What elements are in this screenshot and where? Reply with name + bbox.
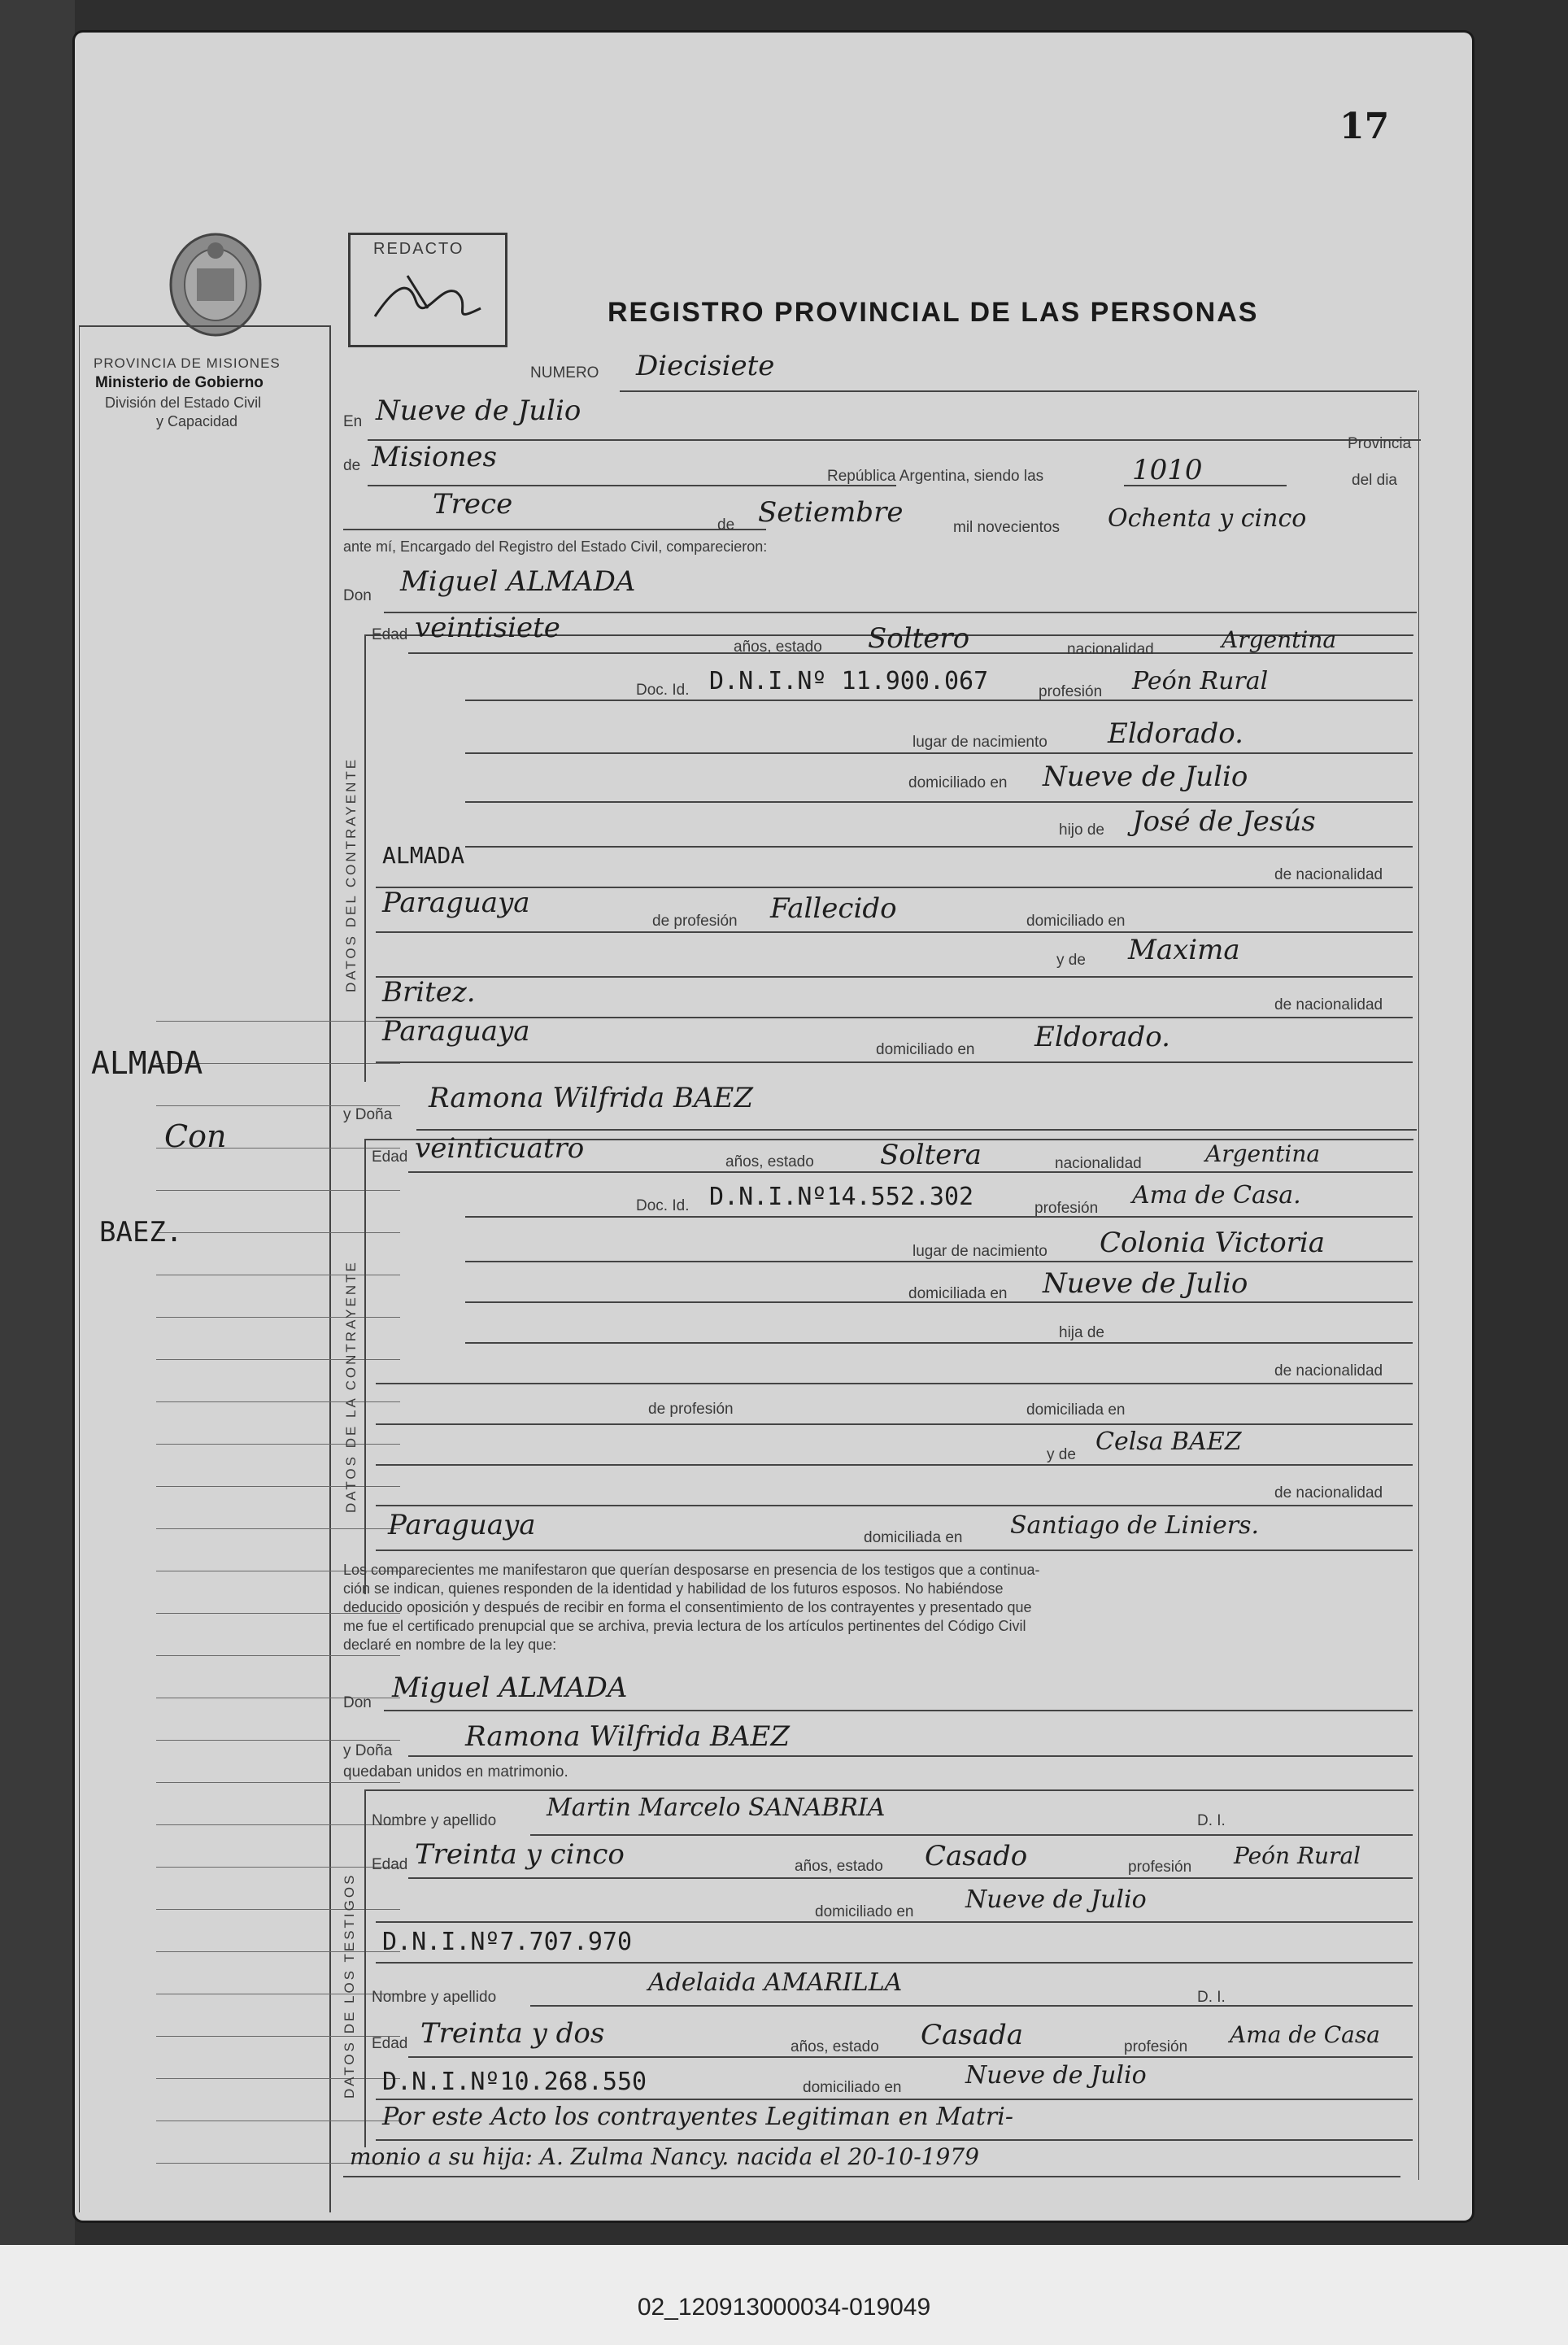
groom-madre-dom-label: domiciliado en — [876, 1041, 975, 1058]
margin-rule-line — [156, 1021, 400, 1022]
bride-name: Ramona Wilfrida BAEZ — [429, 1082, 753, 1114]
document-title: REGISTRO PROVINCIAL DE LAS PERSONAS — [608, 297, 1259, 328]
provincia-label: Provincia — [1348, 435, 1412, 452]
w2-estado: Casada — [921, 2019, 1024, 2051]
groom-domicilio: Nueve de Julio — [1043, 761, 1248, 793]
bride-section-label: DATOS DE LA CONTRAYENTE — [343, 1260, 359, 1513]
w2-prof: Ama de Casa — [1230, 2021, 1380, 2048]
w2-doc: D.N.I.Nº10.268.550 — [382, 2068, 647, 2096]
bride-hija-label: hija de — [1059, 1324, 1104, 1341]
decl-don-label: Don — [343, 1694, 372, 1711]
declaration-line-2: ción se indican, quienes responden de la identidad y habilidad de los futuros esposos. No habiéndose — [343, 1580, 1004, 1597]
decl-bride: Ramona Wilfrida BAEZ — [465, 1720, 790, 1753]
margin-rule-line — [156, 1444, 400, 1445]
groom-hijo-label: hijo de — [1059, 822, 1104, 839]
hora-value: 1010 — [1132, 454, 1203, 486]
margin-note-line3: BAEZ. — [99, 1216, 183, 1249]
groom-dom2-label: domiciliado en — [1026, 913, 1126, 930]
numero-label: NUMERO — [530, 364, 599, 381]
bride-dona-label: y Doña — [343, 1106, 393, 1123]
w1-dom-label: domiciliado en — [815, 1903, 914, 1920]
bride-dom2-label: domiciliada en — [1026, 1401, 1126, 1419]
bride-anos-label: años, estado — [725, 1153, 814, 1170]
margin-rule-line — [156, 1740, 400, 1741]
groom-nacionalidad: Argentina — [1222, 626, 1337, 653]
margin-rule-line — [156, 1782, 400, 1783]
groom-padre-prof: Fallecido — [770, 892, 897, 925]
groom-estado: Soltero — [868, 622, 970, 655]
bride-prof-label: profesión — [1034, 1200, 1099, 1217]
bride-edad: veinticuatro — [415, 1132, 585, 1165]
groom-de-prof-label: de profesión — [652, 913, 738, 930]
margin-rule-line — [156, 1655, 400, 1656]
witnesses-section-label: DATOS DE LOS TESTIGOS — [342, 1872, 357, 2099]
margin-rule-line — [156, 2078, 400, 2079]
w2-di-label: D. I. — [1197, 1989, 1226, 2006]
bride-madre-dom-label: domiciliada en — [864, 1529, 963, 1546]
dia-value: Trece — [433, 488, 513, 521]
groom-section-label: DATOS DEL CONTRAYENTE — [343, 756, 359, 992]
declaration-line-1: Los comparecientes me manifestaron que querían desposarse en presencia de los testigos que a continua- — [343, 1562, 1040, 1578]
bride-lugar-label: lugar de nacimiento — [912, 1243, 1048, 1260]
groom-don-label: Don — [343, 587, 372, 604]
w2-dom: Nueve de Julio — [965, 2061, 1147, 2090]
division-label: División del Estado Civil — [105, 394, 262, 411]
en-value: Nueve de Julio — [376, 394, 581, 427]
bride-madre-nac-label: de nacionalidad — [1274, 1484, 1383, 1502]
province-label: PROVINCIA DE MISIONES — [94, 355, 281, 371]
groom-nac-label: nacionalidad — [1067, 641, 1154, 658]
legitimation-note-1: Por este Acto los contrayentes Legitiman en Matri- — [382, 2103, 1014, 2131]
w1-name: Martin Marcelo SANABRIA — [547, 1794, 886, 1822]
declaration-line-3: deducido oposición y después de recibir en forma el consentimiento de los contrayentes y presentado que — [343, 1599, 1032, 1615]
coat-of-arms-seal — [163, 228, 268, 342]
groom-de-nac-label: de nacionalidad — [1274, 866, 1383, 883]
bride-nac-label: nacionalidad — [1055, 1155, 1142, 1172]
de-value: Misiones — [372, 441, 497, 473]
anio-value: Ochenta y cinco — [1108, 504, 1307, 533]
groom-lugar-label: lugar de nacimiento — [912, 734, 1048, 751]
declaration-line-4: me fue el certificado prenupcial que se archiva, previa lectura de los artículos pertinentes del Código Civil — [343, 1618, 1026, 1634]
groom-padre-nac: Paraguaya — [382, 887, 530, 919]
groom-name: Miguel ALMADA — [400, 565, 636, 598]
margin-rule-line — [156, 2036, 400, 2037]
margin-rule-line — [156, 1909, 400, 1910]
w2-name: Adelaida AMARILLA — [648, 1968, 903, 1997]
groom-doc-label: Doc. Id. — [636, 682, 690, 699]
mil-label: mil novecientos — [953, 519, 1060, 536]
groom-edad: veintisiete — [415, 612, 560, 644]
groom-prof-label: profesión — [1039, 683, 1103, 700]
margin-rule-line — [156, 1401, 400, 1402]
margin-rule-line — [156, 1867, 400, 1868]
margin-rule — [329, 325, 331, 2212]
bride-doc: D.N.I.Nº14.552.302 — [709, 1183, 974, 1211]
groom-madre-nac: Paraguaya — [382, 1015, 530, 1048]
groom-doc: D.N.I.Nº 11.900.067 — [709, 667, 989, 695]
margin-note-line2: Con — [164, 1118, 227, 1154]
w1-prof: Peón Rural — [1234, 1842, 1361, 1869]
image-id-label: 02_120913000034-019049 — [637, 2294, 931, 2321]
bride-doc-label: Doc. Id. — [636, 1197, 690, 1214]
numero-value: Diecisiete — [636, 350, 775, 382]
w2-edad: Treinta y dos — [420, 2017, 605, 2050]
margin-rule-line — [156, 1951, 400, 1952]
bride-madre: Celsa BAEZ — [1095, 1427, 1242, 1456]
page-number: 17 — [1339, 106, 1390, 147]
bride-madre-nac: Paraguaya — [388, 1509, 536, 1541]
book-binding — [0, 0, 75, 2345]
bride-profesion: Ama de Casa. — [1132, 1181, 1301, 1210]
groom-padre: José de Jesús — [1132, 805, 1316, 838]
del-dia-label: del dia — [1352, 472, 1397, 489]
en-label: En — [343, 413, 363, 430]
w2-prof-label: profesión — [1124, 2038, 1188, 2055]
margin-rule-line — [156, 1190, 400, 1191]
margin-rule-line — [156, 1232, 400, 1233]
capacity-label: y Capacidad — [156, 413, 238, 429]
declaration-line-5: declaré en nombre de la ley que: — [343, 1637, 557, 1653]
w2-dom-label: domiciliado en — [803, 2079, 902, 2096]
groom-madre-nac-label: de nacionalidad — [1274, 996, 1383, 1013]
initials-signature — [351, 259, 505, 341]
margin-note-line1: ALMADA — [91, 1045, 203, 1081]
groom-lugar: Eldorado. — [1108, 717, 1244, 750]
w1-prof-label: profesión — [1128, 1859, 1192, 1876]
groom-madre-apellido: Britez. — [382, 976, 476, 1009]
margin-rule-line — [156, 1528, 400, 1529]
redacto-stamp — [348, 233, 507, 347]
decl-groom: Miguel ALMADA — [392, 1672, 628, 1704]
bride-nacionalidad: Argentina — [1205, 1140, 1321, 1167]
ministry-label: Ministerio de Gobierno — [95, 374, 264, 391]
decl-dona-label: y Doña — [343, 1742, 393, 1759]
w1-dom: Nueve de Julio — [965, 1885, 1147, 1914]
mes-value: Setiembre — [758, 496, 904, 529]
bride-edad-label: Edad — [372, 1149, 408, 1166]
w1-doc: D.N.I.Nº7.707.970 — [382, 1928, 633, 1956]
de-label: de — [343, 457, 361, 474]
bride-dom-label: domiciliada en — [908, 1285, 1008, 1302]
groom-anos-label: años, estado — [734, 639, 822, 656]
bride-de-prof-label: de profesión — [648, 1401, 734, 1418]
groom-y-de-label: y de — [1056, 952, 1086, 969]
w1-estado: Casado — [925, 1840, 1028, 1872]
ante-label: ante mí, Encargado del Registro del Estado Civil, comparecieron: — [343, 538, 768, 555]
w2-edad-label: Edad — [372, 2035, 408, 2052]
groom-padre-apellido: ALMADA — [382, 842, 465, 869]
groom-dom-label: domiciliado en — [908, 774, 1008, 791]
groom-madre-dom: Eldorado. — [1034, 1021, 1170, 1053]
register-page — [75, 33, 1472, 2221]
w2-nombre-label: Nombre y apellido — [372, 1989, 497, 2006]
w2-anos-label: años, estado — [791, 2038, 879, 2055]
de2-label: de — [717, 517, 735, 534]
margin-rule-line — [156, 1824, 400, 1825]
margin-rule-line — [156, 1317, 400, 1318]
redacto-label: REDACTO — [373, 240, 464, 258]
groom-edad-label: Edad — [372, 626, 408, 643]
w1-edad-label: Edad — [372, 1856, 408, 1873]
groom-profesion: Peón Rural — [1132, 667, 1269, 695]
groom-madre: Maxima — [1128, 934, 1240, 966]
margin-rule-line — [156, 1486, 400, 1487]
bride-lugar: Colonia Victoria — [1100, 1227, 1326, 1259]
bride-estado: Soltera — [880, 1139, 982, 1171]
bride-madre-dom: Santiago de Liniers. — [1010, 1511, 1260, 1540]
bride-domicilio: Nueve de Julio — [1043, 1267, 1248, 1300]
w1-edad: Treinta y cinco — [415, 1838, 625, 1871]
republica-label: República Argentina, siendo las — [827, 468, 1044, 485]
quedaban-label: quedaban unidos en matrimonio. — [343, 1763, 568, 1781]
w1-nombre-label: Nombre y apellido — [372, 1812, 497, 1829]
legitimation-note-2: monio a su hija: A. Zulma Nancy. nacida el 20-10-1979 — [350, 2143, 979, 2170]
w1-di-label: D. I. — [1197, 1812, 1226, 1829]
bride-de-nac-label: de nacionalidad — [1274, 1362, 1383, 1380]
w1-anos-label: años, estado — [795, 1858, 883, 1875]
margin-rule-line — [156, 1359, 400, 1360]
bride-y-de-label: y de — [1047, 1446, 1076, 1463]
